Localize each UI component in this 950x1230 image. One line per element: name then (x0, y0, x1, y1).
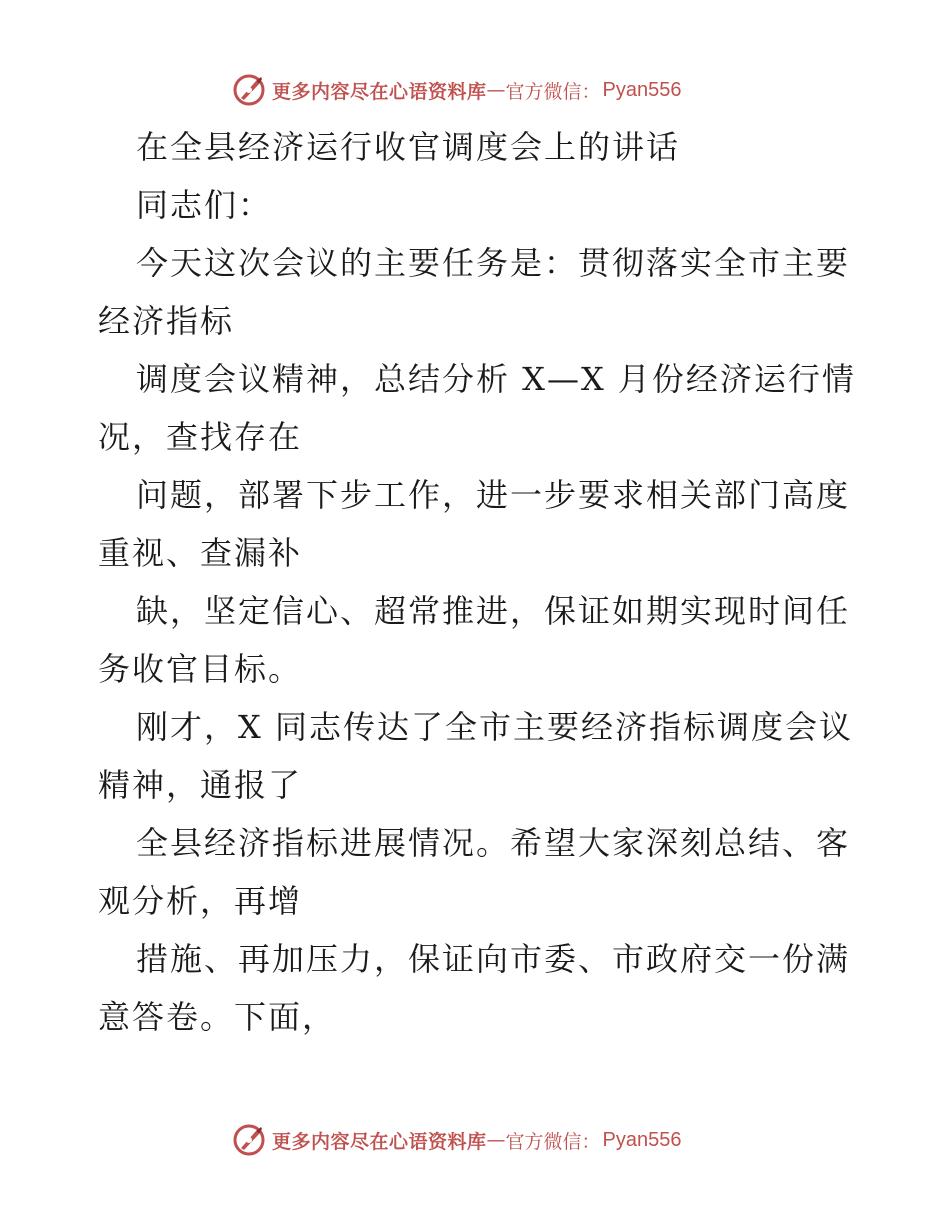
banner-separator: — (486, 1129, 506, 1151)
quill-logo-icon (232, 1123, 266, 1157)
text-line: 务收官目标。 (98, 650, 303, 688)
text-line: 观分析，再增 (98, 882, 303, 920)
text-line: 全县经济指标进展情况。希望大家深刻总结、客 (136, 824, 851, 862)
text-line: 经济指标 (98, 302, 235, 340)
text-line: 调度会议精神，总结分析 X—X 月份经济运行情 (136, 360, 856, 398)
text-line: 况，查找存在 (98, 418, 303, 456)
text-line: 意答卷。下面， (98, 998, 337, 1036)
document-title: 在全县经济运行收官调度会上的讲话 (136, 128, 681, 166)
header-banner (232, 70, 682, 110)
text-line: 措施、再加压力，保证向市委、市政府交一份满 (136, 940, 851, 978)
text-line: 重视、查漏补 (98, 534, 303, 572)
banner-wechat-label: 官方微信： (505, 1130, 601, 1153)
text-line: 今天这次会议的主要任务是：贯彻落实全市主要 (136, 244, 851, 282)
text-line: 精神，通报了 (98, 766, 303, 804)
text-line: 刚才，X 同志传达了全市主要经济指标调度会议 (136, 708, 853, 746)
text-line: 问题，部署下步工作，进一步要求相关部门高度 (136, 476, 851, 514)
text-line: 缺，坚定信心、超常推进，保证如期实现时间任 (136, 592, 851, 630)
banner-brand: 更多内容尽在心语资料库 (272, 80, 487, 103)
banner-separator: — (486, 79, 506, 101)
document-body (98, 118, 858, 1046)
banner-brand: 更多内容尽在心语资料库 (272, 1130, 487, 1153)
banner-wechat-id: Pyan556 (602, 78, 682, 101)
banner-wechat-id: Pyan556 (602, 1128, 682, 1151)
footer-banner (232, 1120, 682, 1160)
salutation: 同志们： (136, 186, 273, 224)
banner-wechat-label: 官方微信： (505, 80, 601, 103)
quill-logo-icon (232, 73, 266, 107)
